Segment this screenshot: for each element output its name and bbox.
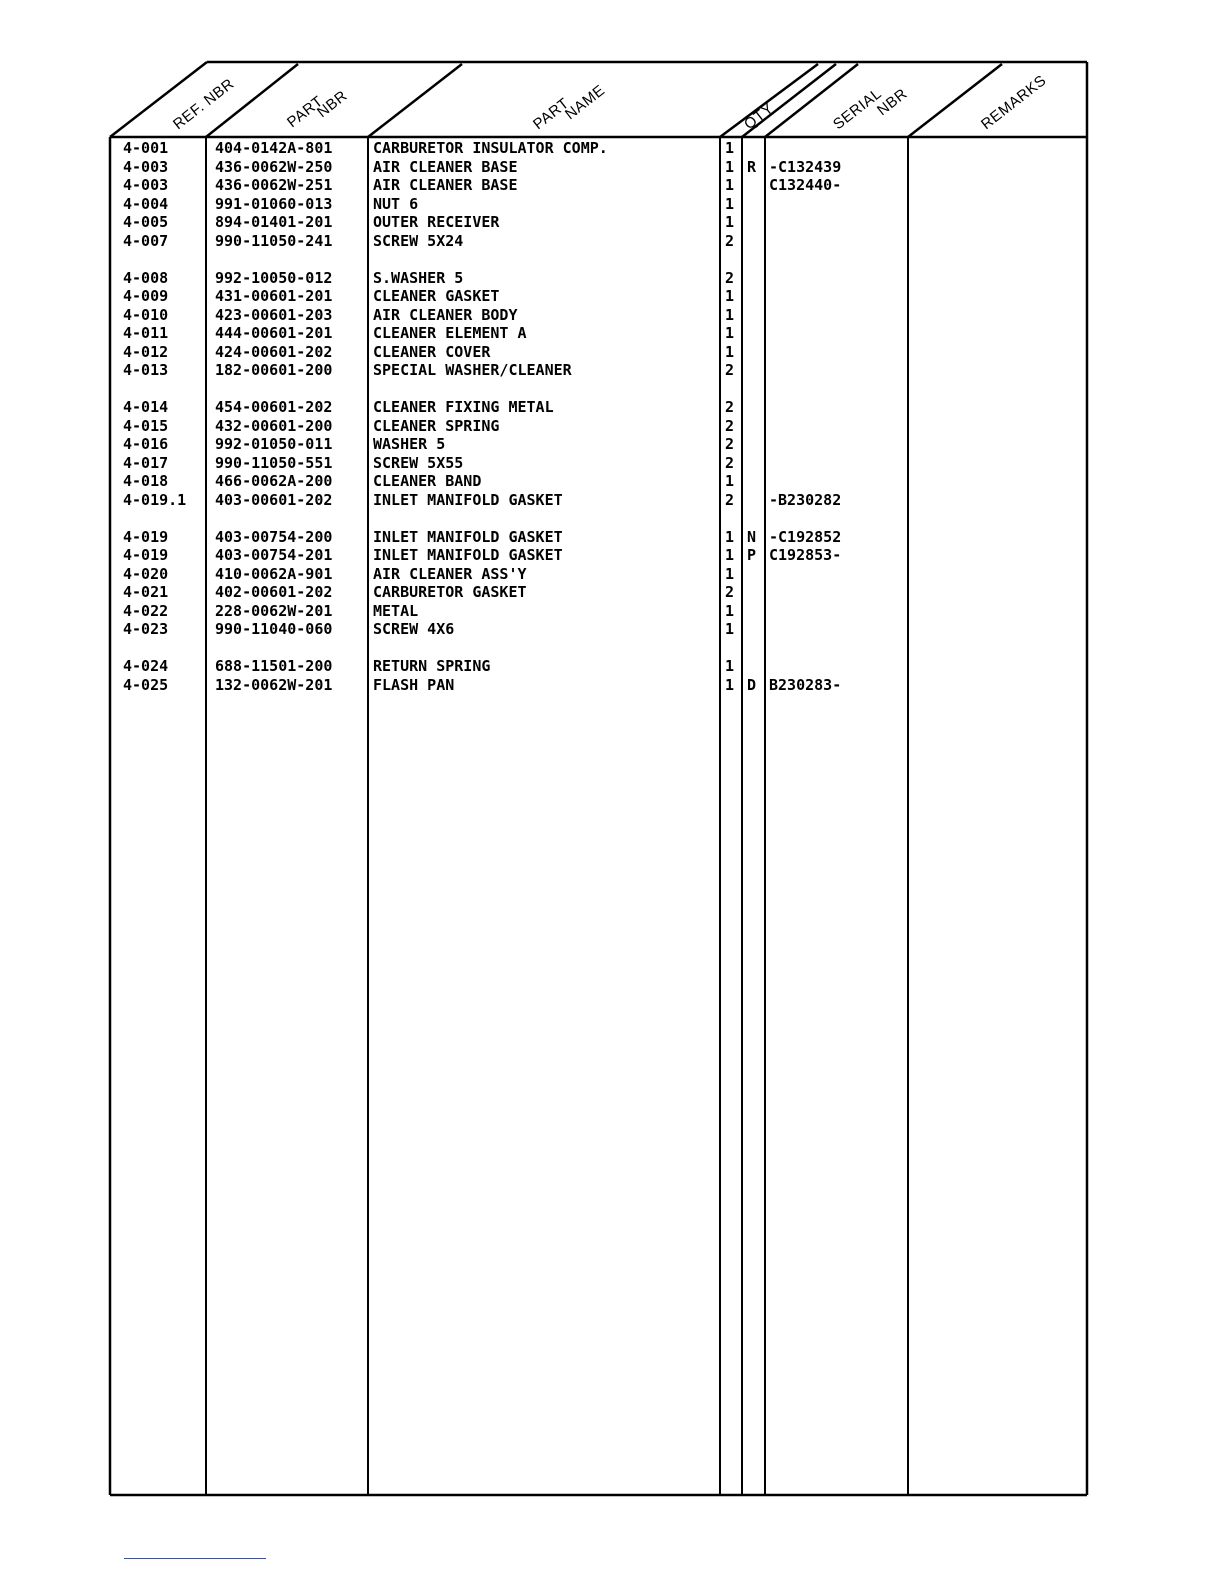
header-qty: QTY	[740, 99, 777, 134]
serial-cell: -B230282	[769, 490, 842, 509]
ref-cell: 4-009	[123, 287, 169, 305]
table-row	[0, 176, 1224, 195]
table-row	[0, 232, 1224, 251]
part-number-cell: 403-00754-201	[215, 546, 333, 564]
part-name-cell: OUTER RECEIVER	[373, 213, 500, 231]
table-row	[0, 435, 1224, 454]
header-part-nbr-1: PART	[283, 92, 327, 132]
table-row	[0, 491, 1224, 510]
header-part-nbr-2: NBR	[313, 87, 351, 122]
qty-cell: 1	[725, 139, 735, 157]
ref-cell: 4-017	[123, 453, 169, 472]
ref-cell: 4-020	[123, 564, 169, 583]
table-row	[0, 361, 1224, 380]
part-name-cell: S.WASHER 5	[373, 268, 464, 287]
part-name-cell: INLET MANIFOLD GASKET	[373, 546, 563, 564]
part-name-cell: FLASH PAN	[373, 675, 455, 694]
qty-cell: 2	[725, 416, 735, 435]
part-name-cell: CARBURETOR GASKET	[373, 583, 527, 601]
qty-cell: 1	[725, 213, 735, 231]
header-ref-nbr: REF. NBR	[169, 75, 238, 134]
ref-cell: 4-012	[123, 342, 169, 361]
part-name-cell: CLEANER SPRING	[373, 416, 500, 435]
ref-cell: 4-001	[123, 139, 169, 157]
ref-cell: 4-018	[123, 472, 169, 490]
table-row	[0, 472, 1224, 491]
ref-cell: 4-010	[123, 305, 169, 324]
part-number-cell: 990-11050-241	[215, 231, 333, 250]
part-number-cell: 403-00754-200	[215, 527, 333, 546]
qty-cell: 1	[725, 324, 735, 342]
table-row	[0, 343, 1224, 362]
qty-cell: 2	[725, 453, 735, 472]
part-number-cell: 436-0062W-250	[215, 157, 333, 176]
part-number-cell: 894-01401-201	[215, 213, 333, 231]
serial-cell: C132440-	[769, 176, 842, 194]
header-serial-2: NBR	[873, 85, 911, 120]
part-number-cell: 182-00601-200	[215, 361, 333, 379]
table-row	[0, 602, 1224, 621]
qty-cell: 1	[725, 176, 735, 194]
part-name-cell: AIR CLEANER BASE	[373, 157, 518, 176]
ref-cell: 4-008	[123, 268, 169, 287]
qty-cell: 2	[725, 583, 735, 601]
part-number-cell: 991-01060-013	[215, 194, 333, 213]
part-name-cell: CARBURETOR INSULATOR COMP.	[373, 139, 608, 157]
footer-rule	[124, 1558, 266, 1559]
part-name-cell: SCREW 5X55	[373, 453, 464, 472]
qty-cell: 1	[725, 194, 735, 213]
table-row	[0, 213, 1224, 232]
part-number-cell: 990-11050-551	[215, 453, 333, 472]
ref-cell: 4-022	[123, 601, 169, 620]
qty-cell: 1	[725, 342, 735, 361]
header-part-name-1: PART	[529, 94, 573, 134]
table-row	[0, 676, 1224, 695]
qty-cell: 2	[725, 490, 735, 509]
table-row	[0, 565, 1224, 584]
part-number-cell: 466-0062A-200	[215, 472, 333, 490]
change-code-cell: N	[747, 527, 757, 546]
part-number-cell: 431-00601-201	[215, 287, 333, 305]
part-number-cell: 423-00601-203	[215, 305, 333, 324]
qty-cell: 1	[725, 157, 735, 176]
part-number-cell: 992-10050-012	[215, 268, 333, 287]
part-number-cell: 444-00601-201	[215, 324, 333, 342]
change-code-cell: D	[747, 675, 757, 694]
part-name-cell: NUT 6	[373, 194, 419, 213]
ref-cell: 4-021	[123, 583, 169, 601]
table-row	[0, 195, 1224, 214]
header-remarks: REMARKS	[977, 71, 1050, 134]
ref-cell: 4-007	[123, 231, 169, 250]
ref-cell: 4-014	[123, 398, 169, 416]
table-row	[0, 657, 1224, 676]
ref-cell: 4-003	[123, 176, 169, 194]
part-number-cell: 990-11040-060	[215, 620, 333, 638]
part-number-cell: 688-11501-200	[215, 657, 333, 675]
ref-cell: 4-005	[123, 213, 169, 231]
table-row	[0, 139, 1224, 158]
ref-cell: 4-019	[123, 546, 169, 564]
part-name-cell: AIR CLEANER BASE	[373, 176, 518, 194]
part-number-cell: 424-00601-202	[215, 342, 333, 361]
table-row	[0, 398, 1224, 417]
table-row	[0, 546, 1224, 565]
table-row	[0, 269, 1224, 288]
serial-cell: C192853-	[769, 546, 842, 564]
table-row	[0, 620, 1224, 639]
ref-cell: 4-015	[123, 416, 169, 435]
part-name-cell: CLEANER ELEMENT A	[373, 324, 527, 342]
qty-cell: 1	[725, 305, 735, 324]
part-name-cell: SCREW 5X24	[373, 231, 464, 250]
part-name-cell: METAL	[373, 601, 419, 620]
qty-cell: 1	[725, 546, 735, 564]
part-number-cell: 402-00601-202	[215, 583, 333, 601]
qty-cell: 1	[725, 564, 735, 583]
table-row	[0, 454, 1224, 473]
part-number-cell: 132-0062W-201	[215, 675, 333, 694]
qty-cell: 1	[725, 287, 735, 305]
part-number-cell: 436-0062W-251	[215, 176, 333, 194]
ref-cell: 4-011	[123, 324, 169, 342]
part-number-cell: 454-00601-202	[215, 398, 333, 416]
qty-cell: 2	[725, 231, 735, 250]
ref-cell: 4-019	[123, 527, 169, 546]
table-row	[0, 528, 1224, 547]
qty-cell: 2	[725, 361, 735, 379]
ref-cell: 4-019.1	[123, 490, 187, 509]
qty-cell: 1	[725, 601, 735, 620]
part-number-cell: 992-01050-011	[215, 435, 333, 453]
qty-cell: 1	[725, 675, 735, 694]
part-name-cell: AIR CLEANER ASS'Y	[373, 564, 527, 583]
part-name-cell: RETURN SPRING	[373, 657, 491, 675]
part-number-cell: 403-00601-202	[215, 490, 333, 509]
change-code-cell: R	[747, 157, 757, 176]
part-name-cell: INLET MANIFOLD GASKET	[373, 527, 563, 546]
serial-cell: -C192852	[769, 527, 842, 546]
ref-cell: 4-003	[123, 157, 169, 176]
ref-cell: 4-013	[123, 361, 169, 379]
part-number-cell: 404-0142A-801	[215, 139, 333, 157]
part-name-cell: CLEANER GASKET	[373, 287, 500, 305]
part-name-cell: CLEANER COVER	[373, 342, 491, 361]
header-part-name-2: NAME	[561, 81, 609, 124]
qty-cell: 2	[725, 268, 735, 287]
qty-cell: 1	[725, 620, 735, 638]
qty-cell: 2	[725, 435, 735, 453]
ref-cell: 4-023	[123, 620, 169, 638]
part-number-cell: 410-0062A-901	[215, 564, 333, 583]
part-name-cell: CLEANER BAND	[373, 472, 482, 490]
part-name-cell: SPECIAL WASHER/CLEANER	[373, 361, 572, 379]
ref-cell: 4-025	[123, 675, 169, 694]
table-row	[0, 306, 1224, 325]
serial-cell: B230283-	[769, 675, 842, 694]
part-name-cell: WASHER 5	[373, 435, 446, 453]
qty-cell: 1	[725, 657, 735, 675]
table-row	[0, 158, 1224, 177]
part-name-cell: CLEANER FIXING METAL	[373, 398, 554, 416]
part-name-cell: INLET MANIFOLD GASKET	[373, 490, 563, 509]
change-code-cell: P	[747, 546, 757, 564]
table-row	[0, 583, 1224, 602]
qty-cell: 1	[725, 472, 735, 490]
part-name-cell: AIR CLEANER BODY	[373, 305, 518, 324]
table-row	[0, 417, 1224, 436]
part-name-cell: SCREW 4X6	[373, 620, 455, 638]
serial-cell: -C132439	[769, 157, 842, 176]
part-number-cell: 432-00601-200	[215, 416, 333, 435]
qty-cell: 1	[725, 527, 735, 546]
header-serial-1: SERIAL	[829, 85, 885, 134]
ref-cell: 4-024	[123, 657, 169, 675]
part-number-cell: 228-0062W-201	[215, 601, 333, 620]
qty-cell: 2	[725, 398, 735, 416]
ref-cell: 4-004	[123, 194, 169, 213]
table-row	[0, 287, 1224, 306]
table-row	[0, 324, 1224, 343]
ref-cell: 4-016	[123, 435, 169, 453]
